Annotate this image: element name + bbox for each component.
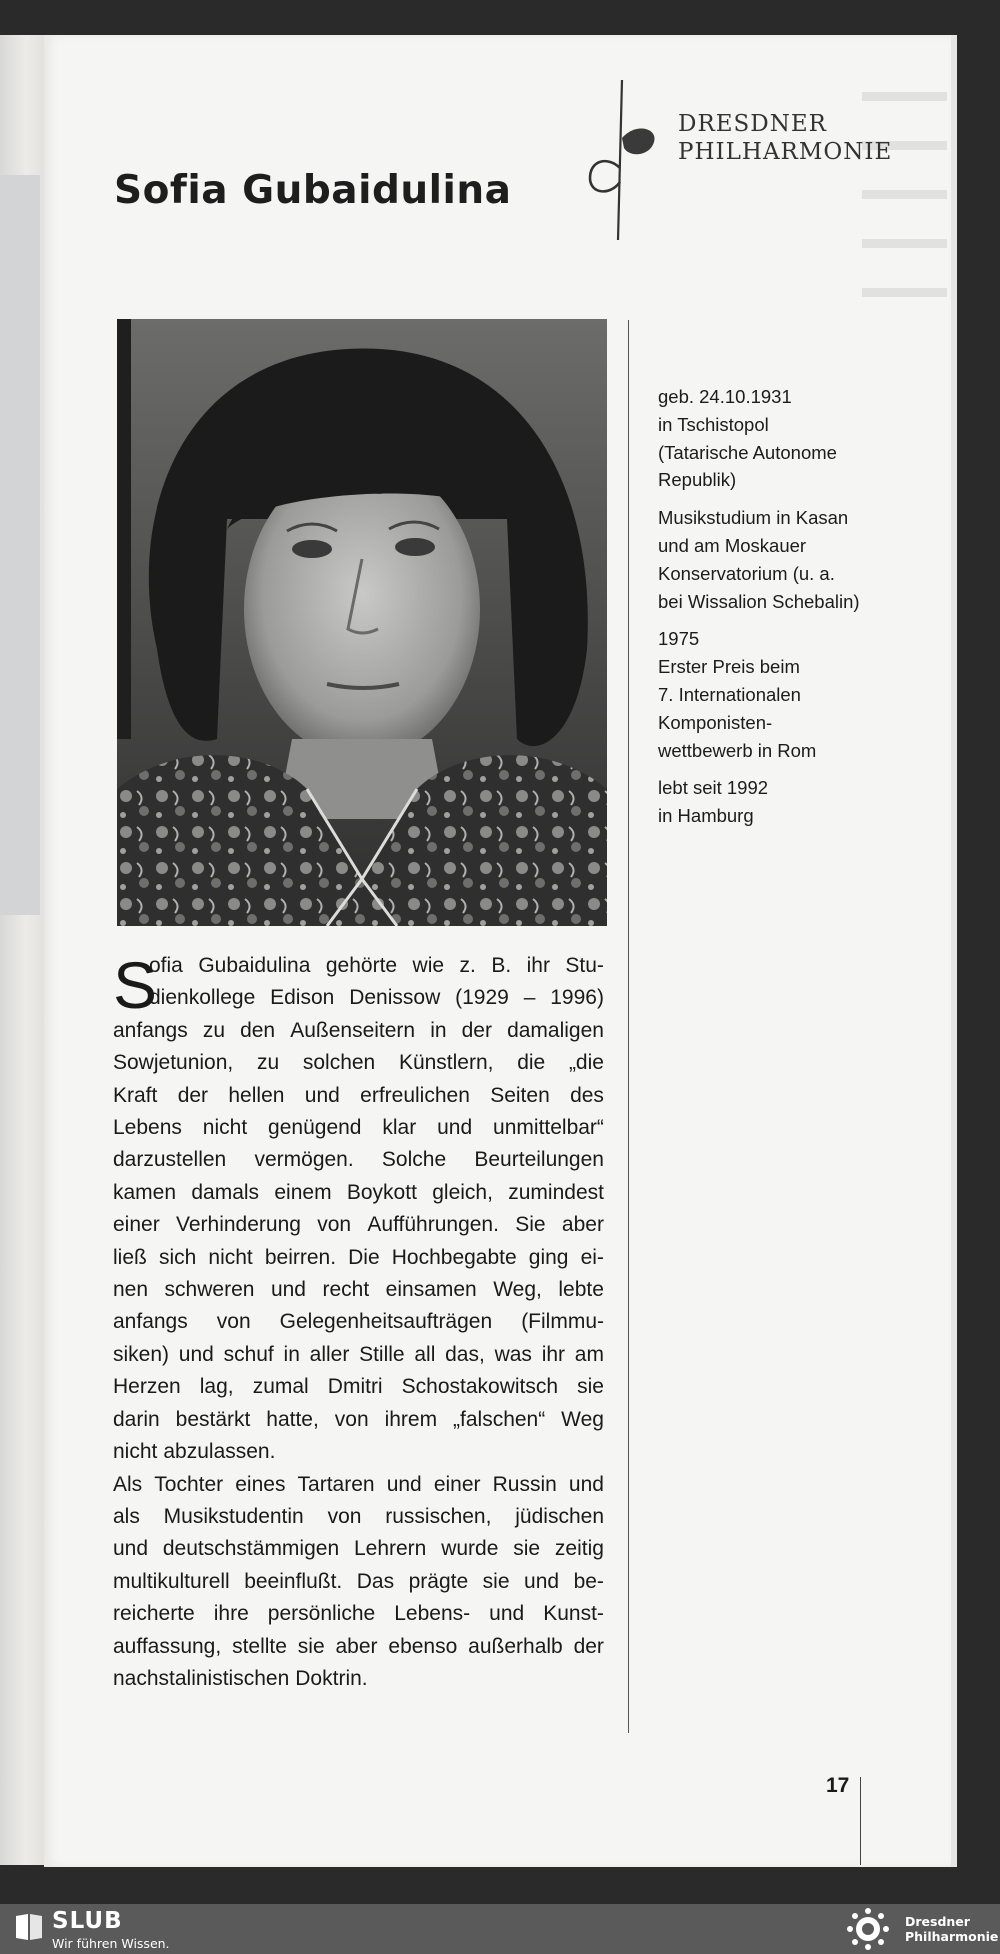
sidebar-line: (Tatarische Autonome — [658, 441, 837, 463]
sidebar-line: in Hamburg — [658, 805, 754, 827]
book-icon — [14, 1912, 44, 1942]
text-line: nachstalinistischen Doktrin. — [113, 1666, 368, 1690]
drop-cap: S — [113, 948, 158, 1022]
sidebar-line: Erster Preis beim — [658, 656, 800, 678]
award-info — [658, 625, 898, 764]
text-line: als Musikstudentin von russischen, jüdischen — [113, 1504, 604, 1528]
text-line: nen schweren und recht einsamen Weg, lebte — [113, 1278, 604, 1302]
page-right-edge — [951, 35, 957, 1867]
text-line: darin bestärkt hatte, von ihrem „falschen“ Weg — [113, 1407, 604, 1431]
partner-line-2: Philharmonie — [905, 1929, 999, 1944]
logo-line-2: PHILHARMONIE — [678, 139, 893, 165]
dresdner-philharmonie-logo — [588, 80, 893, 240]
text-line: multikulturell beeinflußt. Das prägte sie und be- — [113, 1569, 604, 1593]
dp-logo-icon — [588, 80, 678, 240]
page-number: 17 — [826, 1774, 850, 1797]
slub-tagline: Wir führen Wissen. — [52, 1936, 170, 1951]
text-line: anfangs von Gelegenheitsaufträgen (Filmmu- — [113, 1310, 604, 1334]
sidebar-line: Konservatorium (u. a. — [658, 562, 835, 584]
sidebar-line: 1975 — [658, 628, 700, 650]
article-body — [113, 950, 604, 1695]
text-line: siken) und schuf in aller Stille all das, was ihr am — [113, 1342, 604, 1366]
sidebar-line: wettbewerb in Rom — [658, 739, 817, 761]
birth-info — [658, 383, 898, 494]
text-line: ofia Gubaidulina gehörte wie z. B. ihr Stu- — [149, 954, 604, 977]
text-line: dienkollege Edison Denissow (1929 – 1996) — [149, 986, 604, 1010]
viewer-footer-bar — [0, 1904, 1000, 1954]
sidebar-line: Musikstudium in Kasan — [658, 507, 849, 529]
sidebar-line: 7. Internationalen — [658, 683, 801, 705]
text-line: Lebens nicht genügend klar und unmittelbar“ — [113, 1116, 604, 1140]
residence-info — [658, 774, 898, 830]
article-paragraphs — [113, 950, 604, 1695]
text-line: ließ sich nicht beirren. Die Hochbegabte ging ei- — [113, 1245, 604, 1269]
text-line: Als Tochter eines Tartaren und einer Russin und — [113, 1472, 604, 1496]
page-number-rule — [860, 1777, 861, 1865]
biography-sidebar — [658, 383, 898, 840]
sidebar-line: bei Wissalion Schebalin) — [658, 590, 860, 612]
text-line: und deutschstämmigen Lehrern wurde sie zeitig — [113, 1537, 604, 1561]
text-line: Sowjetunion, zu solchen Künstlern, die „die — [113, 1051, 604, 1075]
slub-logo-text: SLUB — [52, 1908, 123, 1934]
text-line: darzustellen vermögen. Solche Beurteilungen — [113, 1148, 604, 1172]
sidebar-line: und am Moskauer — [658, 534, 807, 556]
sidebar-line: Komponisten- — [658, 711, 773, 733]
study-info — [658, 504, 898, 615]
sidebar-line: lebt seit 1992 — [658, 777, 769, 799]
text-line: Kraft der hellen und erfreulichen Seiten des — [113, 1083, 604, 1107]
philharmonie-emblem-icon — [840, 1906, 896, 1952]
text-line: nicht abzulassen. — [113, 1440, 276, 1464]
logo-line-1: DRESDNER — [678, 111, 827, 137]
partner-line-1: Dresdner — [905, 1914, 970, 1929]
adjacent-page-shade — [0, 175, 40, 915]
sidebar-line: geb. 24.10.1931 — [658, 386, 792, 407]
text-line: kamen damals einem Boykott gleich, zumindest — [113, 1180, 604, 1204]
column-divider — [628, 320, 629, 1733]
portrait-photo — [117, 319, 607, 926]
page-title: Sofia Gubaidulina — [114, 168, 512, 213]
text-line: reicherte ihre persönliche Lebens- und Kunst- — [113, 1602, 604, 1626]
sidebar-line: in Tschistopol — [658, 413, 769, 435]
text-line: auffassung, stellte sie aber ebenso außerhalb der — [113, 1634, 604, 1658]
text-line: anfangs zu den Außenseitern in der damaligen — [113, 1018, 604, 1042]
text-line: einer Verhinderung von Aufführungen. Sie aber — [113, 1213, 604, 1237]
sidebar-line: Republik) — [658, 469, 737, 491]
partner-logo-text — [905, 1914, 998, 1944]
text-line: Herzen lag, zumal Dmitri Schostakowitsch sie — [113, 1375, 604, 1399]
